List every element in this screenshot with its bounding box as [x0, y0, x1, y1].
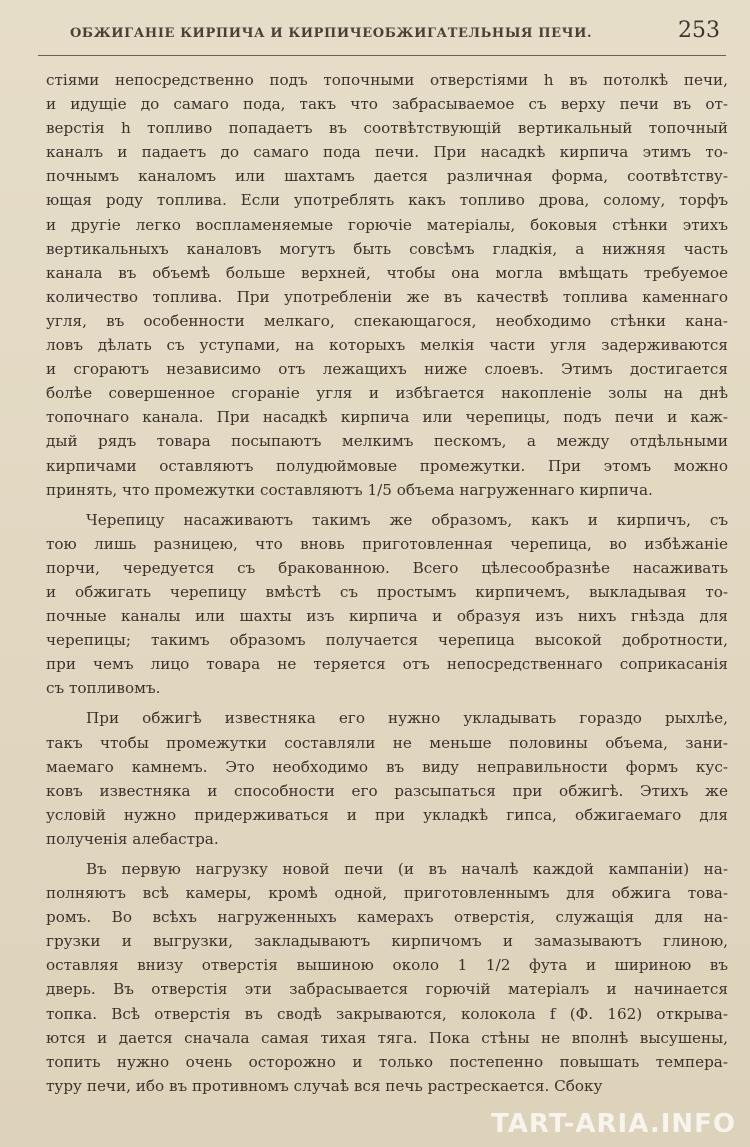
text-line: порчи, чередуется съ бракованною. Всего цѣлесообразнѣе насаживать	[46, 558, 728, 577]
text-line: туру печи, ибо въ противномъ случаѣ вся печь растрескается. Сбоку	[46, 1076, 603, 1095]
paragraph	[46, 857, 728, 1098]
text-line: тою лишь разницею, что вновь приготовленная черепица, во избѣжаніе	[46, 534, 728, 553]
text-line: условій нужно придерживаться и при укладкѣ гипса, обжигаемаго для	[46, 805, 728, 824]
text-line: ромъ. Во всѣхъ нагруженныхъ камерахъ отверстія, служащія для на-	[46, 908, 728, 927]
text-line: При обжигѣ известняка его нужно укладывать гораздо рыхлѣе,	[86, 709, 728, 728]
text-line: вертикальныхъ каналовъ могутъ быть совсѣмъ гладкія, а нижняя часть	[46, 239, 728, 258]
text-line: и обжигать черепицу вмѣстѣ съ простымъ кирпичемъ, выкладывая то-	[46, 582, 728, 601]
text-line: Въ первую нагрузку новой печи (и въ началѣ каждой кампаніи) на-	[86, 860, 728, 878]
text-line: ющая роду топлива. Если употреблять какъ топливо дрова, солому, торфъ	[46, 191, 728, 210]
text-line: и другіе легко воспламеняемые горючіе матеріалы, боковыя стѣнки этихъ	[46, 215, 728, 234]
body-text	[46, 68, 728, 1104]
paragraph	[46, 68, 728, 502]
text-line: топочнаго канала. При насадкѣ кирпича или черепицы, подъ печи и каж-	[46, 408, 728, 427]
text-line: почнымъ каналомъ или шахтамъ дается различная форма, соотвѣтству-	[46, 167, 728, 186]
paragraph	[46, 508, 728, 701]
text-line: полученія алебастра.	[46, 829, 219, 848]
text-line: оставляя внизу отверстія вышиною около 1 1/2 фута и шириною въ	[46, 956, 728, 975]
text-line: дый рядъ товара посыпаютъ мелкимъ пескомъ, а между отдѣльными	[46, 432, 728, 451]
text-line: принять, что промежутки составляютъ 1/5 объема нагруженнаго кирпича.	[46, 480, 653, 499]
header-rule	[38, 55, 726, 56]
page-number: 253	[678, 18, 720, 43]
text-line: съ топливомъ.	[46, 679, 161, 698]
text-line: верстія h топливо попадаетъ въ соотвѣтствующій вертикальный топочный	[46, 119, 728, 138]
text-line: топка. Всѣ отверстія въ сводѣ закрываются, колокола f (Ф. 162) открыва-	[46, 1004, 728, 1023]
text-line: такъ чтобы промежутки составляли не меньше половины объема, зани-	[46, 733, 728, 752]
text-line: угля, въ особенности мелкаго, спекающагося, необходимо стѣнки кана-	[46, 311, 728, 330]
text-line: полняютъ всѣ камеры, кромѣ одной, приготовленнымъ для обжига това-	[46, 884, 728, 903]
text-line: стіями непосредственно подъ топочными отверстіями h въ потолкѣ печи,	[46, 71, 728, 89]
text-line: маемаго камнемъ. Это необходимо въ виду неправильности формъ кус-	[46, 757, 728, 776]
text-line: канала въ объемѣ больше верхней, чтобы она могла вмѣщать требуемое	[46, 263, 728, 282]
text-line: и сгораютъ независимо отъ лежащихъ ниже слоевъ. Этимъ достигается	[46, 360, 728, 379]
watermark: TART-ARIA.INFO	[491, 1109, 736, 1139]
text-line: почные каналы или шахты изъ кирпича и образуя изъ нихъ гнѣзда для	[46, 607, 728, 626]
text-line: кирпичами оставляютъ полудюймовые промежутки. При этомъ можно	[46, 456, 728, 475]
text-line: дверь. Въ отверстія эти забрасывается горючій матеріалъ и начинается	[46, 980, 728, 999]
text-line: каналъ и падаетъ до самаго пода печи. При насадкѣ кирпича этимъ то-	[46, 143, 728, 162]
text-line: ловъ дѣлать съ уступами, на которыхъ мелкія части угля задерживаются	[46, 336, 728, 355]
running-title: ОБЖИГАНІЕ КИРПИЧА И КИРПИЧЕОБЖИГАТЕЛЬНЫЯ ПЕЧИ.	[70, 26, 593, 41]
paragraph	[46, 706, 728, 851]
page-header	[40, 16, 720, 56]
text-line: ются и дается сначала самая тихая тяга. Пока стѣны не вполнѣ высушены,	[46, 1028, 728, 1047]
text-line: черепицы; такимъ образомъ получается черепица высокой добротности,	[46, 631, 728, 650]
text-line: Черепицу насаживаютъ такимъ же образомъ, какъ и кирпичъ, съ	[86, 510, 728, 529]
text-line: грузки и выгрузки, закладываютъ кирпичомъ и замазываютъ глиною,	[46, 932, 728, 951]
text-line: количество топлива. При употребленіи же въ качествѣ топлива каменнаго	[46, 287, 728, 306]
text-line: ковъ известняка и способности его разсыпаться при обжигѣ. Этихъ же	[46, 781, 728, 800]
text-line: при чемъ лицо товара не теряется отъ непосредственнаго соприкасанія	[46, 655, 728, 674]
text-line: и идущіе до самаго пода, такъ что забрасываемое съ верху печи въ от-	[46, 95, 728, 114]
text-line: болѣе совершенное сгораніе угля и избѣгается накопленіе золы на днѣ	[46, 384, 728, 403]
text-line: топить нужно очень осторожно и только постепенно повышать темпера-	[46, 1052, 728, 1071]
